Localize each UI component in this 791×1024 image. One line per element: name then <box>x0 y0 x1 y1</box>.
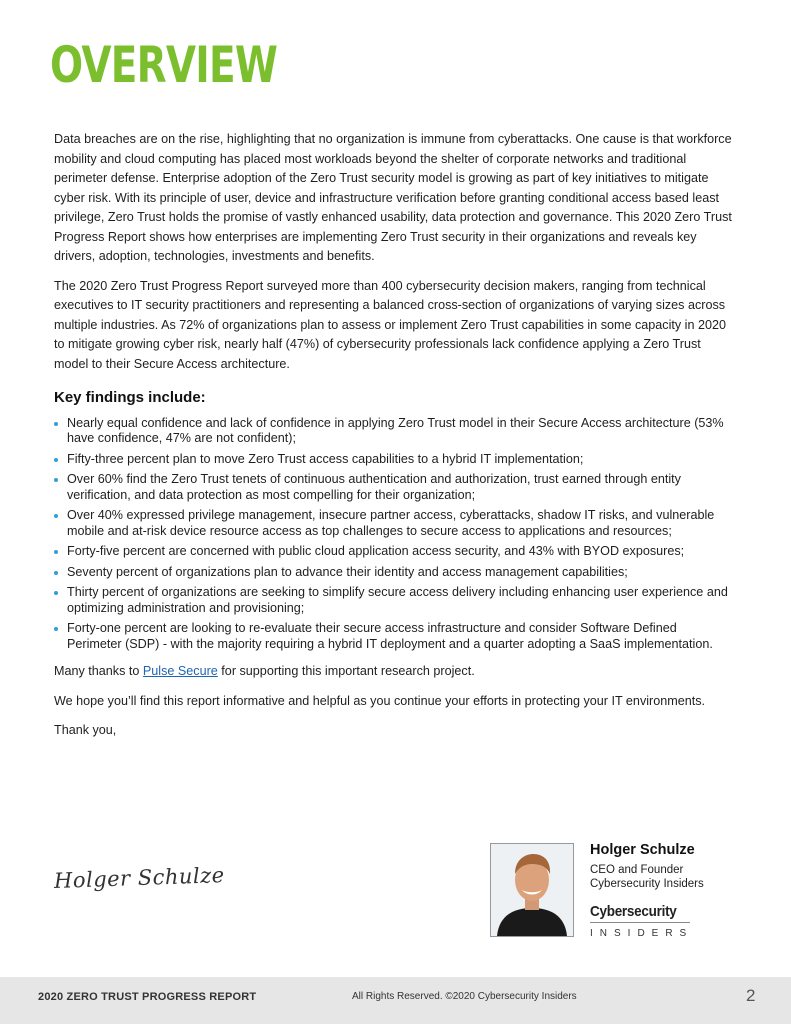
finding-item: Over 60% find the Zero Trust tenets of continuous authentication and authorization, trust earned through entity verification, and data protection as most compelling for their organization; <box>54 472 734 503</box>
survey-paragraph: The 2020 Zero Trust Progress Report surveyed more than 400 cybersecurity decision makers, ranging from technical executives to IT security practitioners and representing a balanced cross-section of organizations of varying sizes across multiple industries. As 72% of organizations plan to assess or implement Zero Trust capabilities in some capacity in 2020 to mitigate growing cyber risk, nearly half (47%) of cybersecurity professionals lack confidence applying a Zero Trust model to their Secure Access architecture. <box>54 278 727 371</box>
thanks-suffix: for supporting this important research project. <box>217 664 475 678</box>
cybersecurity-insiders-logo <box>590 903 693 939</box>
key-findings-list <box>54 416 734 653</box>
logo-subtitle: INSIDERS <box>590 928 694 939</box>
finding-item: Thirty percent of organizations are seeking to simplify secure access delivery including enhancing user experience and optimizing administration and provisioning; <box>54 585 734 616</box>
main-content <box>54 130 734 751</box>
author-title: CEO and Founder <box>590 864 684 876</box>
author-role <box>590 863 704 891</box>
finding-item: Over 40% expressed privilege management, insecure partner access, cyberattacks, shadow IT risks, and vulnerable mobile and at-risk device resource access as top challenges to secure access to applications and resources; <box>54 508 734 539</box>
person-portrait-icon <box>491 844 573 936</box>
footer-report-title: 2020 ZERO TRUST PROGRESS REPORT <box>38 991 257 1003</box>
finding-item: Forty-five percent are concerned with public cloud application access security, and 43% with BYOD exposures; <box>54 544 734 560</box>
handwritten-signature: Holger Schulze <box>53 863 226 893</box>
page-footer <box>0 977 791 1024</box>
footer-copyright: All Rights Reserved. ©2020 Cybersecurity Insiders <box>352 991 577 1002</box>
thanks-prefix: Many thanks to <box>54 664 143 678</box>
finding-item: Seventy percent of organizations plan to advance their identity and access management capabilities; <box>54 565 734 581</box>
author-company: Cybersecurity Insiders <box>590 878 704 890</box>
key-findings-heading: Key findings include: <box>54 389 206 406</box>
author-name: Holger Schulze <box>590 842 695 858</box>
logo-wordmark: Cybersecurity <box>590 903 677 920</box>
closing-paragraph: We hope you’ll find this report informative and helpful as you continue your efforts in protecting your IT environments. <box>54 693 706 708</box>
page-title: OVERVIEW <box>50 36 278 94</box>
finding-item: Forty-one percent are looking to re-evaluate their secure access infrastructure and consider Software Defined Perimeter (SDP) - with the majority requiring a hybrid IT deployment and a quarter adopting a SaaS implementation. <box>54 621 734 652</box>
finding-item: Nearly equal confidence and lack of confidence in applying Zero Trust model in their Secure Access architecture (53% have confidence, 47% are not confident); <box>54 416 734 447</box>
page-number: 2 <box>746 986 756 1005</box>
logo-divider <box>590 922 690 924</box>
finding-item: Fifty-three percent plan to move Zero Trust access capabilities to a hybrid IT implementation; <box>54 452 734 468</box>
intro-paragraph: Data breaches are on the rise, highlighting that no organization is immune from cyberattacks. One cause is that workforce mobility and cloud computing has placed most workloads beyond the shelter of corporate networks and traditional perimeter defense. Enterprise adoption of the Zero Trust security model is growing as part of key initiatives to mitigate cyber risk. With its principle of user, device and infrastructure verification before granting conditional access based least privilege, Zero Trust holds the promise of vastly enhanced usability, data protection and governance. This 2020 Zero Trust Progress Report shows how enterprises are implementing Zero Trust security in their organizations and reveals key drivers, adoption, technologies, investments and benefits. <box>54 132 732 263</box>
author-photo <box>490 843 574 937</box>
thanks-paragraph <box>54 662 734 682</box>
sign-off: Thank you, <box>54 723 117 737</box>
pulse-secure-link[interactable]: Pulse Secure <box>142 664 218 678</box>
